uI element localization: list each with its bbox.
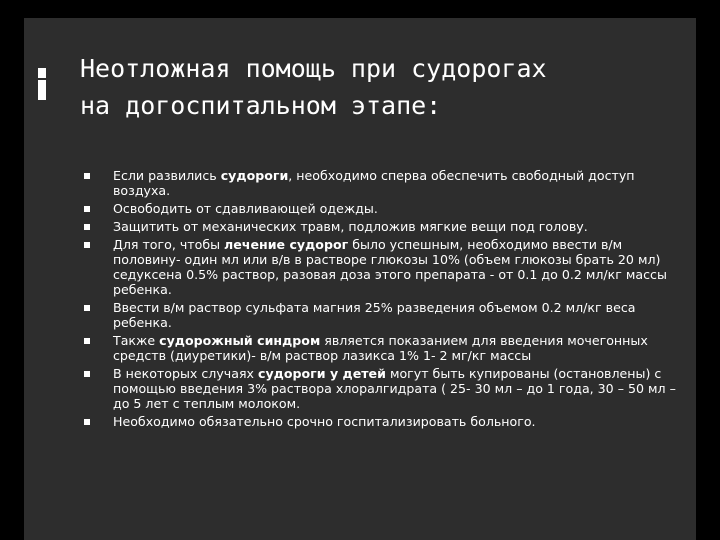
bullet-text: Если развились bbox=[113, 168, 221, 183]
bullet-list bbox=[84, 168, 684, 432]
title-line-2: на догоспитальном этапе: bbox=[80, 91, 442, 120]
bullet-item bbox=[84, 414, 684, 429]
bullet-item bbox=[84, 333, 684, 363]
square-bullet-icon bbox=[84, 419, 90, 425]
bullet-bold-term: лечение судорог bbox=[224, 237, 349, 252]
square-bullet-icon bbox=[84, 305, 90, 311]
square-bullet-icon bbox=[84, 206, 90, 212]
bullet-bold-term: судорожный синдром bbox=[159, 333, 321, 348]
bullet-text: Ввести в/м раствор сульфата магния 25% разведения объемом 0.2 мл/кг веса ребенка. bbox=[113, 300, 636, 330]
square-bullet-icon bbox=[84, 173, 90, 179]
bullet-text: Для того, чтобы bbox=[113, 237, 225, 252]
accent-bar-bottom bbox=[38, 80, 46, 100]
slide-title bbox=[80, 50, 690, 124]
bullet-text: , необходимо сперва обеспечить свободный доступ воздуха. bbox=[113, 168, 635, 198]
bullet-text: Также bbox=[113, 333, 160, 348]
title-line-1: Неотложная помощь при судорогах bbox=[80, 54, 547, 83]
bullet-item bbox=[84, 201, 684, 216]
square-bullet-icon bbox=[84, 338, 90, 344]
accent-bar-top bbox=[38, 68, 46, 78]
bullet-text: Освободить от сдавливающей одежды. bbox=[113, 201, 378, 216]
bullet-text: Необходимо обязательно срочно госпитализировать больного. bbox=[113, 414, 536, 429]
bullet-text: могут быть купированы (остановлены) с помощью введения 3% раствора хлоралгидрата ( 25- 30 мл – до 1 года, 30 – 50 мл – до 5 лет с теплым молоком. bbox=[113, 366, 676, 411]
square-bullet-icon bbox=[84, 371, 90, 377]
bullet-item bbox=[84, 300, 684, 330]
bullet-text: Защитить от механических травм, подложив мягкие вещи под голову. bbox=[113, 219, 588, 234]
bullet-item bbox=[84, 168, 684, 198]
bullet-item bbox=[84, 219, 684, 234]
bullet-bold-term: судороги у детей bbox=[258, 366, 386, 381]
bullet-item bbox=[84, 366, 684, 411]
square-bullet-icon bbox=[84, 224, 90, 230]
bullet-item bbox=[84, 237, 684, 297]
square-bullet-icon bbox=[84, 242, 90, 248]
bullet-text: является показанием для введения мочегонных средств (диуретики)- в/м раствор лазикса 1% 1- 2 мг/кг массы bbox=[113, 333, 648, 363]
bullet-text: было успешным, необходимо ввести в/м половину- один мл или в/в в растворе глюкозы 10% (объем глюкозы брать 20 мл) седуксена 0.5% раствор, разовая доза этого препарата - от 0.1 до 0.2 мл/кг массы ребенка. bbox=[113, 237, 667, 297]
bullet-text: В некоторых случаях bbox=[113, 366, 258, 381]
bullet-bold-term: судороги bbox=[220, 168, 289, 183]
